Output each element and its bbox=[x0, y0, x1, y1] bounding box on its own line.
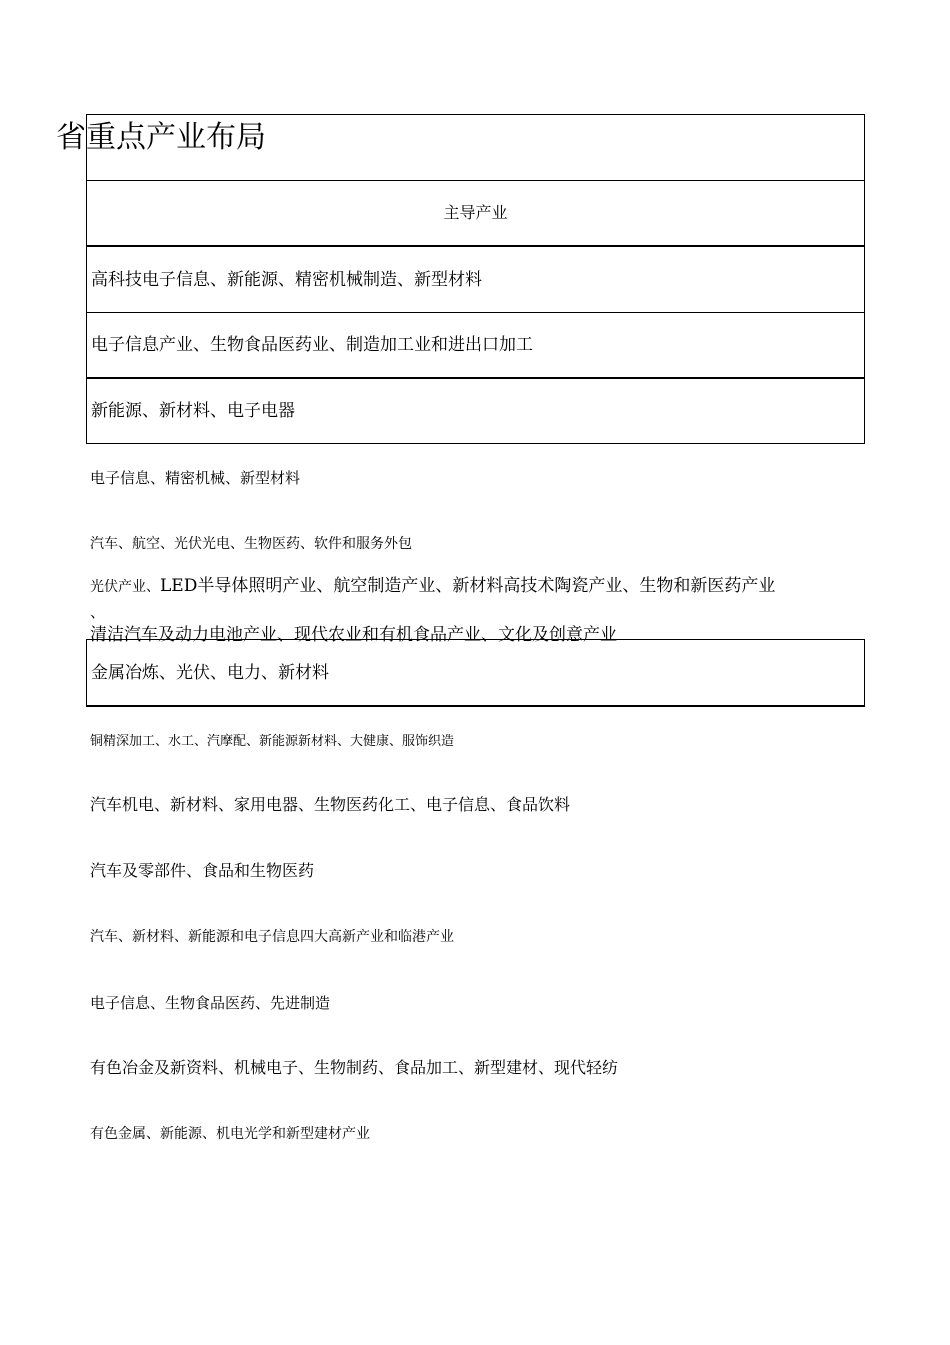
table-row: 汽车、新材料、新能源和电子信息四大高新产业和临港产业 bbox=[90, 929, 454, 945]
table-row bbox=[86, 639, 865, 707]
row-text-continued: 清洁汽车及动力电池产业、现代农业和有机食品产业、文化及创意产业 bbox=[90, 625, 617, 645]
table-row: 有色冶金及新资料、机械电子、生物制药、食品加工、新型建材、现代轻纺 bbox=[90, 1058, 619, 1077]
row-text: 高科技电子信息、新能源、精密机械制造、新型材料 bbox=[91, 270, 482, 290]
table-row: 有色金属、新能源、机电光学和新型建材产业 bbox=[90, 1126, 370, 1142]
table-row bbox=[90, 575, 775, 598]
table-row: 汽车机电、新材料、家用电器、生物医药化工、电子信息、食品饮料 bbox=[90, 795, 571, 814]
row-text: 电子信息产业、生物食品医药业、制造加工业和进出口加工 bbox=[91, 335, 533, 355]
row-text: 金属冶炼、光伏、电力、新材料 bbox=[91, 663, 329, 683]
table-header-cell bbox=[86, 180, 865, 247]
table-row: 电子信息、精密机械、新型材料 bbox=[90, 469, 301, 487]
table-row bbox=[86, 245, 865, 313]
table-row bbox=[86, 312, 865, 379]
row-text: LED半导体照明产业、航空制造产业、新材料高技术陶瓷产业、生物和新医药产业 bbox=[160, 576, 776, 596]
table-row: 汽车及零部件、食品和生物医药 bbox=[90, 861, 315, 880]
table-row: 铜精深加工、水工、汽摩配、新能源新材料、大健康、服饰织造 bbox=[90, 734, 455, 749]
table-row: 汽车、航空、光伏光电、生物医药、软件和服务外包 bbox=[90, 536, 412, 552]
table-header: 主导产业 bbox=[443, 203, 508, 222]
table-row bbox=[86, 377, 865, 444]
row-text: 新能源、新材料、电子电器 bbox=[91, 401, 295, 421]
row-prefix: 光伏产业、 bbox=[90, 579, 160, 595]
table-row: 电子信息、生物食品医药、先进制造 bbox=[90, 994, 331, 1012]
page-title: 省重点产业布局 bbox=[56, 120, 266, 155]
row-dangle: 、 bbox=[90, 603, 106, 621]
